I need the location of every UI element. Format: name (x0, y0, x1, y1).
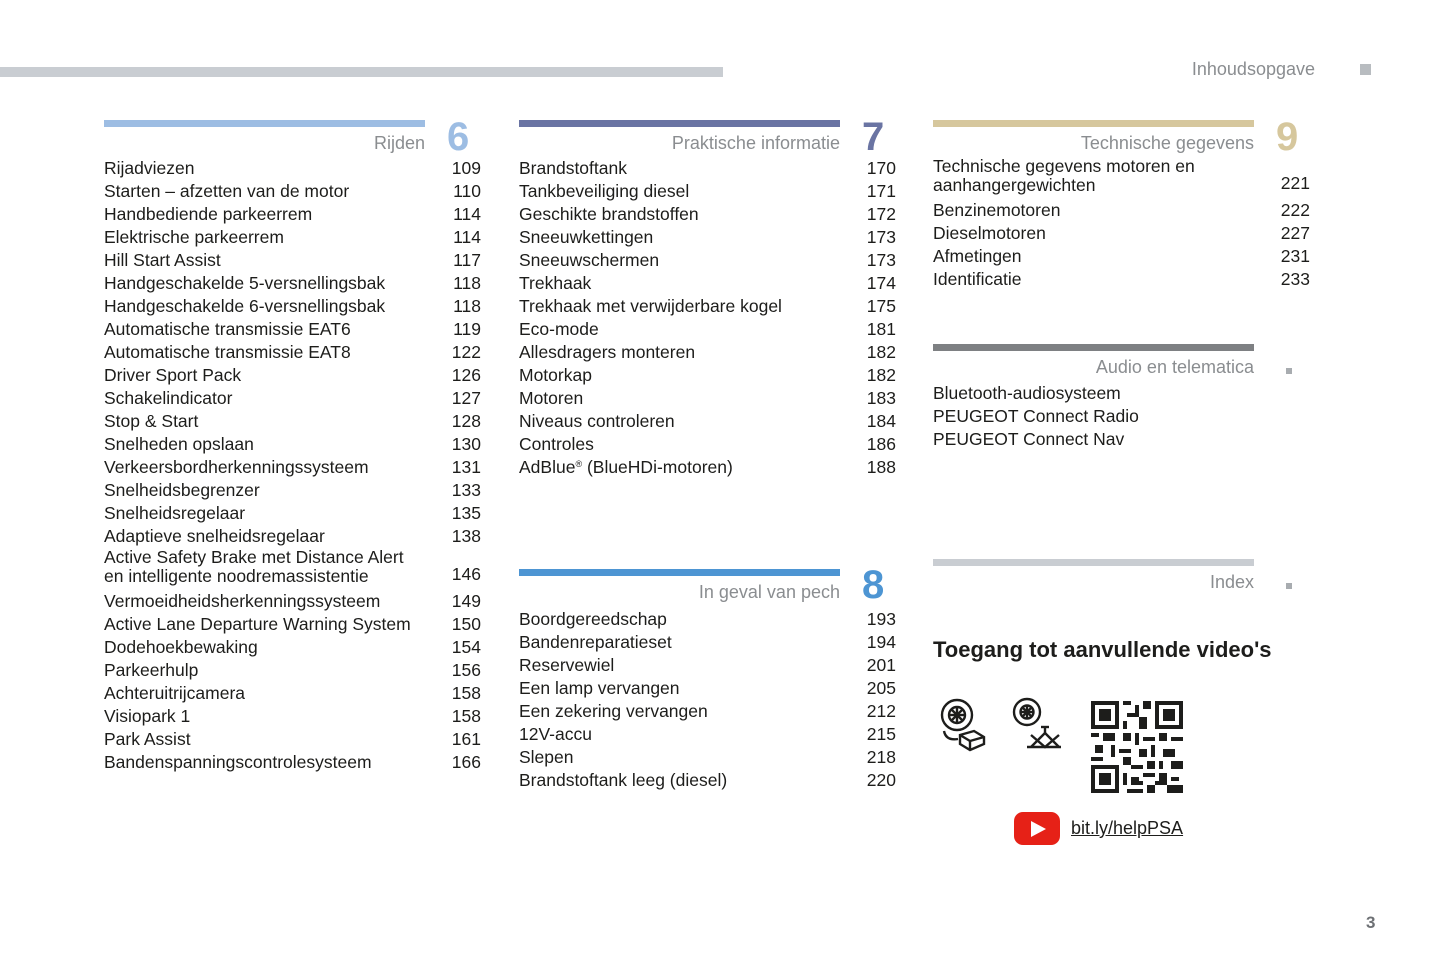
toc-entry-text: Starten – afzetten van de motor (104, 181, 350, 201)
toc-entry-text: Afmetingen (933, 246, 1022, 266)
toc-entry[interactable] (519, 677, 896, 700)
toc-entry-text: Controles (519, 434, 594, 454)
toc-entry-label (104, 203, 481, 226)
toc-entry[interactable] (104, 682, 481, 705)
toc-entry-page: 233 (1280, 269, 1310, 289)
toc-entry[interactable] (104, 548, 481, 590)
toc-entry-page: 154 (451, 637, 481, 657)
toc-entry-text: Bandenspanningscontrolesysteem (104, 752, 372, 772)
toc-entry-text: Active Lane Departure Warning System (104, 614, 411, 634)
toc-entry-text: AdBlue (519, 457, 576, 477)
section-number: 9 (1276, 115, 1299, 159)
toc-entry-text: Visiopark 1 (104, 706, 191, 726)
toc-entry-page: 161 (451, 729, 481, 749)
toc-entry[interactable] (519, 295, 896, 318)
toc-entry[interactable] (519, 654, 896, 677)
toc-entry[interactable] (104, 613, 481, 636)
section-bar (933, 559, 1254, 566)
toc-list-audio (933, 382, 1254, 451)
toc-entry-text: PEUGEOT Connect Nav (933, 429, 1125, 449)
tyre-jack-icon (1011, 697, 1063, 753)
toc-entry[interactable] (519, 203, 896, 226)
toc-entry-label (519, 364, 896, 387)
toc-entry-label (104, 387, 481, 410)
toc-entry-label (104, 502, 481, 525)
toc-entry-text: Trekhaak met verwijderbare kogel (519, 296, 782, 316)
toc-entry-page: 231 (1280, 246, 1310, 266)
toc-entry[interactable] (104, 659, 481, 682)
toc-entry-page: 220 (866, 770, 896, 790)
toc-entry[interactable] (104, 272, 481, 295)
toc-entry-page: 158 (451, 683, 481, 703)
toc-entry-label (104, 272, 481, 295)
toc-entry[interactable] (104, 728, 481, 751)
toc-entry-page: 193 (866, 609, 896, 629)
toc-entry-label (519, 410, 896, 433)
toc-entry-text: Geschikte brandstoffen (519, 204, 699, 224)
toc-entry-text: Hill Start Assist (104, 250, 221, 270)
toc-entry[interactable] (519, 364, 896, 387)
toc-entry-page: 171 (866, 181, 896, 201)
header-bar (0, 67, 723, 77)
qr-code-icon[interactable] (1091, 701, 1183, 793)
toc-entry-text: Identificatie (933, 269, 1022, 289)
toc-entry[interactable] (933, 245, 1310, 268)
toc-entry-label (933, 157, 1310, 195)
toc-entry-page: 149 (451, 591, 481, 611)
toc-entry-label (104, 364, 481, 387)
toc-entry-page: 130 (451, 434, 481, 454)
toc-entry-page: 127 (451, 388, 481, 408)
section-praktische (519, 120, 840, 160)
toc-entry-text: Sneeuwkettingen (519, 227, 654, 247)
toc-entry[interactable] (933, 405, 1254, 428)
section-technische (933, 120, 1254, 160)
toc-entry-text: Reservewiel (519, 655, 615, 675)
toc-entry[interactable] (519, 723, 896, 746)
section-bar (519, 120, 840, 127)
toc-entry-label (519, 157, 896, 180)
toc-entry-text: Stop & Start (104, 411, 199, 431)
section-marker (1286, 583, 1292, 589)
toc-entry-page: 126 (451, 365, 481, 385)
toc-entry[interactable] (519, 226, 896, 249)
toc-entry-page: 218 (866, 747, 896, 767)
toc-entry-text: Motoren (519, 388, 584, 408)
toc-entry-text: Benzinemotoren (933, 200, 1061, 220)
toc-entry-label (519, 769, 896, 792)
toc-entry-text: Een zekering vervangen (519, 701, 708, 721)
toc-entry[interactable] (104, 525, 481, 548)
toc-entry-page: 215 (866, 724, 896, 744)
toc-entry[interactable] (104, 226, 481, 249)
toc-entry[interactable] (519, 456, 896, 479)
toc-entry-label (933, 245, 1310, 268)
toc-entry-label (104, 590, 481, 613)
trademark-mark: ® (575, 459, 583, 469)
toc-entry-label (104, 525, 481, 548)
toc-entry-page: 205 (866, 678, 896, 698)
toc-entry-label (104, 705, 481, 728)
toc-entry-label (104, 295, 481, 318)
toc-entry-text: Niveaus controleren (519, 411, 675, 431)
toc-entry-page: 156 (451, 660, 481, 680)
toc-entry-text: PEUGEOT Connect Radio (933, 406, 1139, 426)
toc-entry-page: 118 (453, 273, 481, 293)
toc-entry-text: Allesdragers monteren (519, 342, 696, 362)
toc-entry-page: 182 (866, 365, 896, 385)
toc-entry-label (933, 405, 1254, 428)
toc-entry-text: Snelheidsbegrenzer (104, 480, 260, 500)
toc-entry-label (104, 613, 481, 636)
toc-entry-text: Park Assist (104, 729, 191, 749)
toc-entry-label (519, 456, 896, 479)
toc-entry-label (519, 295, 896, 318)
toc-entry-page: 119 (453, 319, 481, 339)
toc-entry-label (104, 410, 481, 433)
toc-entry-page: 174 (866, 273, 896, 293)
toc-entry[interactable] (104, 203, 481, 226)
toc-entry-page: 117 (453, 250, 481, 270)
toc-entry-page: 172 (866, 204, 896, 224)
toc-entry-text: Bandenreparatieset (519, 632, 672, 652)
toc-entry-label (933, 222, 1310, 245)
toc-entry-page: 135 (451, 503, 481, 523)
toc-entry-page: 122 (451, 342, 481, 362)
toc-entry[interactable] (519, 769, 896, 792)
page-title: Inhoudsopgave (1191, 59, 1315, 79)
toc-entry[interactable] (933, 382, 1254, 405)
toc-entry-page: 158 (451, 706, 481, 726)
toc-entry[interactable] (104, 157, 481, 180)
toc-entry[interactable] (519, 746, 896, 769)
youtube-icon[interactable] (1014, 812, 1060, 845)
toc-entry-page: 131 (451, 457, 481, 477)
toc-entry-label (104, 548, 481, 586)
section-number: 6 (447, 115, 470, 159)
toc-entry-page: 175 (866, 296, 896, 316)
toc-entry[interactable] (104, 295, 481, 318)
toc-entry-page: 188 (866, 457, 896, 477)
toc-entry-text: 12V-accu (519, 724, 592, 744)
toc-entry-text: Snelheidsregelaar (104, 503, 246, 523)
toc-entry[interactable] (933, 157, 1310, 199)
toc-entry[interactable] (104, 479, 481, 502)
toc-entry-label (104, 751, 481, 774)
toc-entry-page: 181 (866, 319, 896, 339)
toc-entry[interactable] (104, 364, 481, 387)
section-title: Index (1209, 572, 1254, 592)
toc-entry-page: 150 (451, 614, 481, 634)
toc-entry[interactable] (104, 590, 481, 613)
toc-entry-label (519, 631, 896, 654)
toc-entry-page: 118 (453, 296, 481, 316)
toc-entry-page: 170 (866, 158, 896, 178)
toc-entry-text: Dodehoekbewaking (104, 637, 258, 657)
toc-entry-label (104, 341, 481, 364)
toc-entry-page: 186 (866, 434, 896, 454)
toc-entry-text: Handgeschakelde 5-versnellingsbak (104, 273, 386, 293)
toc-entry[interactable] (519, 410, 896, 433)
toc-entry-label (104, 180, 481, 203)
toc-entry-text: Bluetooth-audiosysteem (933, 383, 1121, 403)
toc-entry[interactable] (519, 700, 896, 723)
toc-entry[interactable] (104, 180, 481, 203)
toc-entry[interactable] (519, 433, 896, 456)
toc-entry-label (519, 272, 896, 295)
section-audio (933, 344, 1254, 384)
toc-entry-label (104, 318, 481, 341)
section-title: Praktische informatie (671, 133, 840, 153)
toc-entry-label (104, 728, 481, 751)
toc-entry[interactable] (519, 608, 896, 631)
section-bar (933, 344, 1254, 351)
toc-entry-text: Handbediende parkeerrem (104, 204, 313, 224)
toc-entry[interactable] (104, 387, 481, 410)
toc-entry-page: 194 (866, 632, 896, 652)
toc-entry-text-line2: aanhangergewichten (933, 175, 1096, 195)
toc-entry-page: 166 (451, 752, 481, 772)
toc-entry-page: 146 (451, 564, 481, 584)
section-index (933, 559, 1254, 599)
toc-entry-text: Adaptieve snelheidsregelaar (104, 526, 325, 546)
toc-entry[interactable] (519, 180, 896, 203)
toc-entry[interactable] (519, 318, 896, 341)
video-heading: Toegang tot aanvullende video's (933, 637, 1272, 662)
toc-entry-label (519, 654, 896, 677)
section-title: Audio en telematica (1095, 357, 1254, 377)
toc-entry[interactable] (104, 341, 481, 364)
toc-entry[interactable] (519, 249, 896, 272)
toc-entry[interactable] (104, 456, 481, 479)
section-bar (519, 569, 840, 576)
toc-entry-suffix: (BlueHDi-motoren) (582, 457, 733, 477)
toc-entry[interactable] (104, 433, 481, 456)
toc-entry-label (519, 180, 896, 203)
toc-entry-page: 133 (451, 480, 481, 500)
section-marker (1286, 368, 1292, 374)
toc-entry-label (519, 249, 896, 272)
toc-entry-page: 184 (866, 411, 896, 431)
toc-entry-label (519, 387, 896, 410)
toc-entry-text: Vermoeidheidsherkenningssysteem (104, 591, 381, 611)
toc-entry-page: 128 (451, 411, 481, 431)
toc-entry-label (933, 428, 1254, 451)
page-number: 3 (1366, 913, 1376, 932)
toc-entry-text: Parkeerhulp (104, 660, 199, 680)
toc-entry-label (933, 268, 1310, 291)
toc-entry-text: Motorkap (519, 365, 592, 385)
toc-entry-text: Driver Sport Pack (104, 365, 242, 385)
toc-entry-label (519, 608, 896, 631)
section-title: Rijden (373, 133, 425, 153)
toc-entry-page: 138 (451, 526, 481, 546)
toc-entry-page: 212 (866, 701, 896, 721)
toc-entry[interactable] (104, 705, 481, 728)
toc-entry-label (519, 677, 896, 700)
toc-entry-label (104, 249, 481, 272)
section-number: 7 (862, 115, 885, 159)
toc-entry-text-line2: en intelligente noodremassistentie (104, 566, 369, 586)
toc-entry-text: Achteruitrijcamera (104, 683, 246, 703)
toc-list-rijden (104, 157, 481, 774)
toc-entry-page: 114 (453, 204, 481, 224)
header-marker (1360, 64, 1371, 75)
toc-entry-text: Eco-mode (519, 319, 599, 339)
toc-entry-label (104, 479, 481, 502)
toc-entry-label (104, 226, 481, 249)
toc-entry-text: Brandstoftank (519, 158, 627, 178)
toc-entry-page: 221 (1280, 173, 1310, 193)
toc-entry-page: 110 (453, 181, 481, 201)
toc-entry-text: Trekhaak (519, 273, 592, 293)
toc-list-pech (519, 608, 896, 792)
toc-entry[interactable] (933, 199, 1310, 222)
toc-entry-label (519, 203, 896, 226)
toc-list-technische (933, 157, 1310, 291)
toc-entry-text: Rijadviezen (104, 158, 195, 178)
toc-entry[interactable] (519, 272, 896, 295)
toc-entry-text: Dieselmotoren (933, 223, 1046, 243)
toc-entry-page: 173 (866, 250, 896, 270)
toc-entry[interactable] (933, 428, 1254, 451)
toc-list-praktische (519, 157, 896, 479)
toc-entry-label (519, 700, 896, 723)
toc-entry-page: 173 (866, 227, 896, 247)
toc-entry-label (519, 433, 896, 456)
toc-entry-text: Sneeuwschermen (519, 250, 660, 270)
toc-entry-label (104, 636, 481, 659)
toc-entry-label (104, 682, 481, 705)
toc-entry[interactable] (933, 268, 1310, 291)
toc-entry-text: Slepen (519, 747, 574, 767)
toc-entry-label (519, 318, 896, 341)
section-pech (519, 569, 840, 609)
toc-entry[interactable] (933, 222, 1310, 245)
toc-entry-text: Brandstoftank leeg (diesel) (519, 770, 728, 790)
toc-entry[interactable] (104, 410, 481, 433)
section-title: In geval van pech (698, 582, 840, 602)
toc-entry-text: Tankbeveiliging diesel (519, 181, 690, 201)
tyre-repair-kit-icon (938, 697, 988, 753)
toc-entry-label (104, 456, 481, 479)
toc-entry-page: 109 (451, 158, 481, 178)
toc-entry-text: Automatische transmissie EAT6 (104, 319, 351, 339)
toc-entry-text: Schakelindicator (104, 388, 233, 408)
toc-entry-label (519, 226, 896, 249)
toc-entry-page: 201 (866, 655, 896, 675)
toc-entry-text: Een lamp vervangen (519, 678, 680, 698)
toc-entry[interactable] (104, 502, 481, 525)
toc-entry-page: 182 (866, 342, 896, 362)
section-bar (104, 120, 425, 127)
video-link[interactable]: bit.ly/helpPSA (1071, 818, 1184, 838)
toc-entry-page: 114 (453, 227, 481, 247)
toc-entry-label (519, 746, 896, 769)
toc-entry-text: Active Safety Brake met Distance Alert (104, 547, 404, 567)
toc-entry-text: Automatische transmissie EAT8 (104, 342, 351, 362)
toc-entry[interactable] (519, 387, 896, 410)
toc-entry[interactable] (519, 341, 896, 364)
toc-entry-text: Snelheden opslaan (104, 434, 254, 454)
section-number: 8 (862, 563, 885, 607)
toc-entry[interactable] (519, 157, 896, 180)
toc-entry-label (104, 659, 481, 682)
toc-entry[interactable] (104, 751, 481, 774)
toc-entry[interactable] (104, 318, 481, 341)
toc-entry-page: 222 (1280, 200, 1310, 220)
toc-entry[interactable] (104, 249, 481, 272)
section-bar (933, 120, 1254, 127)
toc-entry-text: Verkeersbordherkenningssysteem (104, 457, 369, 477)
toc-entry[interactable] (519, 631, 896, 654)
toc-entry-text: Elektrische parkeerrem (104, 227, 284, 247)
toc-entry-label (933, 382, 1254, 405)
toc-entry-text: Boordgereedschap (519, 609, 667, 629)
toc-entry-page: 227 (1280, 223, 1310, 243)
toc-entry-text: Handgeschakelde 6-versnellingsbak (104, 296, 386, 316)
toc-entry-text: Technische gegevens motoren en (933, 156, 1195, 176)
toc-entry[interactable] (104, 636, 481, 659)
toc-entry-label (519, 341, 896, 364)
toc-entry-label (519, 723, 896, 746)
section-rijden (104, 120, 425, 160)
toc-entry-label (104, 433, 481, 456)
toc-entry-page: 183 (866, 388, 896, 408)
section-title: Technische gegevens (1080, 133, 1254, 153)
toc-entry-label (933, 199, 1310, 222)
toc-entry-label (104, 157, 481, 180)
